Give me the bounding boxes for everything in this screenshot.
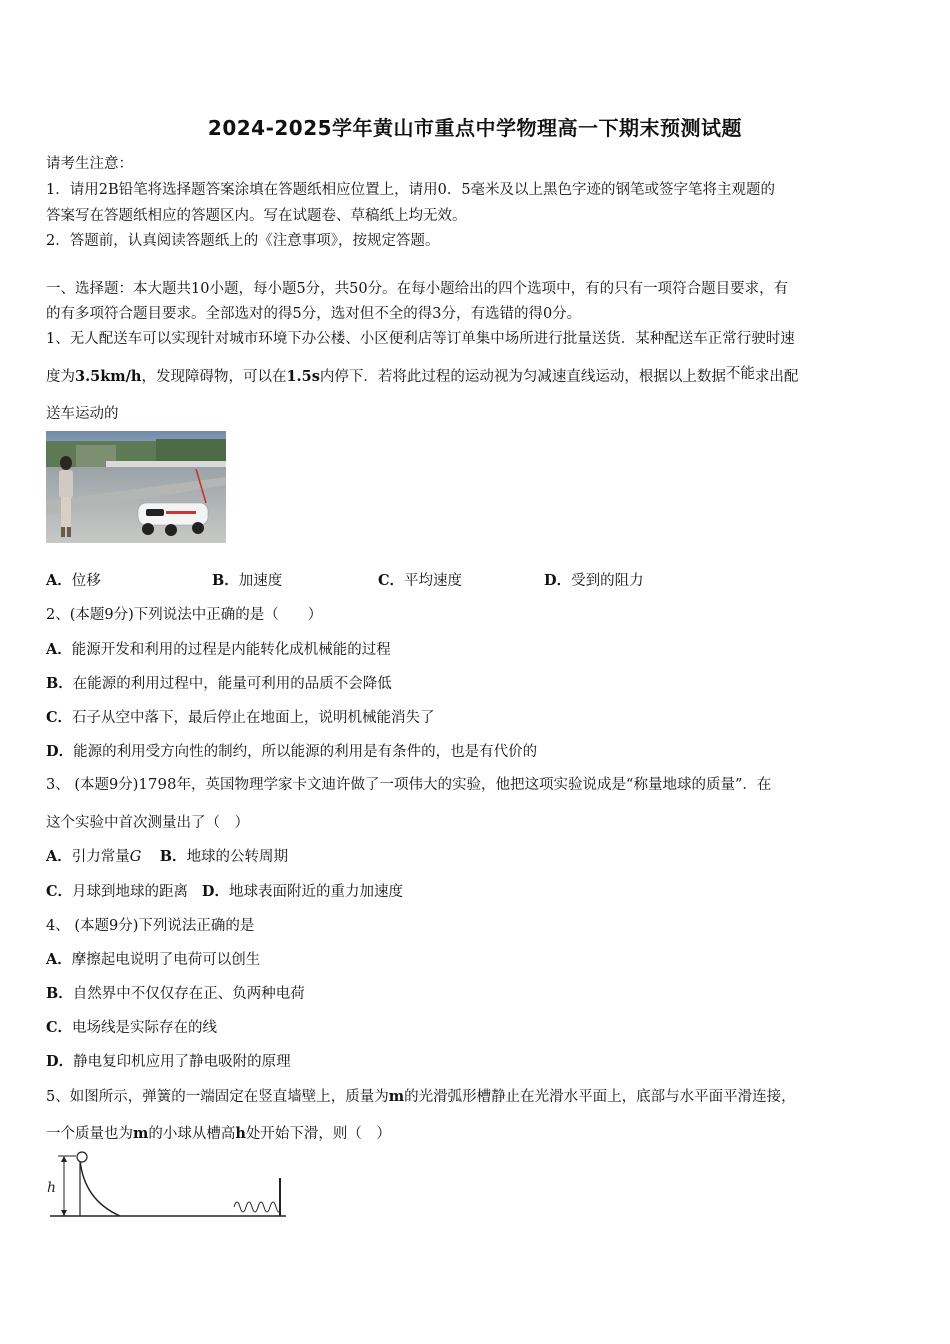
q1-option-b[interactable] bbox=[212, 569, 378, 590]
q3-text: 3、 (本题9分) bbox=[46, 777, 139, 793]
slope-spring-diagram bbox=[44, 1150, 289, 1222]
notice-item-1b: 答案写在答题纸相应的答题区内。写在试题卷、草稿纸上均无效。 bbox=[46, 208, 467, 224]
q1-stem-a: 1、无人配送车可以实现针对城市环境下办公楼、小区便利店等订单集中场所进行批量送货．某种配送车正常行驶时速 bbox=[46, 331, 795, 347]
q1-stem-c: 送车运动的 bbox=[46, 406, 119, 422]
option-text: 受到的阻力 bbox=[571, 573, 644, 589]
option-text: 平均速度 bbox=[404, 573, 463, 589]
option-letter: A． bbox=[46, 641, 72, 658]
q4-stem: 4、 (本题9分)下列说法正确的是 bbox=[46, 918, 255, 934]
q4-option-b[interactable] bbox=[46, 982, 305, 1003]
q5-stem-a bbox=[46, 1085, 796, 1106]
option-text: 电场线是实际存在的线 bbox=[72, 1020, 218, 1036]
option-letter: D． bbox=[201, 883, 229, 900]
arrow-down-icon bbox=[61, 1210, 67, 1216]
q5-stem-b bbox=[46, 1122, 391, 1143]
option-letter: A． bbox=[46, 848, 72, 865]
page-title: 2024-2025学年黄山市重点中学物理高一下期末预测试题 bbox=[207, 116, 743, 140]
q3-text: 年，英国物理学家卡文迪许做了一项伟大的实验，他把这项实验说成是“称量地球的质量”．在 bbox=[176, 777, 772, 793]
q3-options-ab bbox=[46, 845, 288, 866]
q1-option-c[interactable] bbox=[378, 569, 544, 590]
q1-emphasis-not: 不能 bbox=[725, 366, 755, 382]
q2-option-b[interactable] bbox=[46, 672, 392, 693]
option-letter: A． bbox=[46, 951, 72, 968]
q1-text: 度为 bbox=[46, 369, 75, 385]
option-letter: D． bbox=[46, 1053, 74, 1070]
option-letter: C． bbox=[46, 709, 73, 726]
option-letter: C． bbox=[46, 1019, 73, 1036]
option-letter: B． bbox=[46, 985, 73, 1002]
q1-option-d[interactable] bbox=[544, 569, 644, 590]
q2-stem: 2、(本题9分)下列说法中正确的是（ ） bbox=[46, 607, 323, 623]
delivery-robot-photo bbox=[46, 431, 226, 543]
q2-option-d[interactable] bbox=[46, 740, 537, 761]
option-letter: D． bbox=[544, 572, 572, 589]
q1-time: 1.5s bbox=[286, 368, 320, 385]
q4-option-c[interactable] bbox=[46, 1016, 217, 1037]
option-letter: C． bbox=[378, 572, 405, 589]
option-text: 自然界中不仅仅存在正、负两种电荷 bbox=[72, 986, 305, 1002]
q1-speed: 3.5km/h bbox=[75, 368, 142, 385]
q5-mass-symbol: m bbox=[133, 1125, 149, 1142]
q3-options-cd bbox=[46, 880, 403, 901]
q3-stem-a bbox=[46, 773, 771, 794]
notice-item-2: 2．答题前，认真阅读答题纸上的《注意事项》，按规定答题。 bbox=[46, 233, 440, 249]
q2-option-c[interactable] bbox=[46, 706, 435, 727]
option-text: 地球的公转周期 bbox=[186, 849, 289, 865]
q1-options bbox=[46, 569, 644, 590]
q4-option-a[interactable] bbox=[46, 948, 260, 969]
q5-height-symbol: h bbox=[235, 1125, 246, 1142]
q1-text: 求出配 bbox=[754, 369, 799, 385]
notice-heading: 请考生注意： bbox=[46, 156, 133, 172]
q2-option-a[interactable] bbox=[46, 638, 391, 659]
option-text: 摩擦起电说明了电荷可以创生 bbox=[71, 952, 261, 968]
option-text: 在能源的利用过程中，能量可利用的品质不会降低 bbox=[72, 676, 392, 692]
option-text: 地球表面附近的重力加速度 bbox=[228, 884, 403, 900]
option-text: 能源开发和利用的过程是内能转化成机械能的过程 bbox=[71, 642, 391, 658]
symbol-g: G bbox=[129, 849, 142, 865]
option-letter: B． bbox=[159, 848, 187, 865]
option-text: 月球到地球的距离 bbox=[72, 884, 189, 900]
height-label: h bbox=[47, 1180, 57, 1196]
q5-mass-symbol: m bbox=[388, 1088, 405, 1105]
option-text: 加速度 bbox=[238, 573, 283, 589]
q5-text: 5、如图所示，弹簧的一端固定在竖直墙壁上，质量为 bbox=[46, 1089, 389, 1105]
q1-text: ，发现障碍物，可以在 bbox=[141, 369, 287, 385]
option-letter: B． bbox=[212, 572, 239, 589]
q1-text: 内停下．若将此过程的运动视为匀减速直线运动，根据以上数据 bbox=[319, 369, 726, 385]
section-intro-b: 的有多项符合题目要求。全部选对的得5分，选对但不全的得3分，有选错的得0分。 bbox=[46, 306, 582, 322]
spring-icon bbox=[234, 1202, 280, 1212]
q4-option-d[interactable] bbox=[46, 1050, 291, 1071]
ball-icon bbox=[77, 1152, 87, 1162]
option-letter: B． bbox=[46, 675, 73, 692]
option-text: 能源的利用受方向性的制约，所以能源的利用是有条件的，也是有代价的 bbox=[73, 744, 538, 760]
section-intro-a: 一、选择题：本大题共10小题，每小题5分，共50分。在每小题给出的四个选项中，有的只有一项符合题目要求，有 bbox=[46, 281, 789, 297]
q3-option-c[interactable] bbox=[46, 884, 188, 900]
option-letter: A． bbox=[46, 572, 72, 589]
q3-option-b[interactable] bbox=[160, 849, 288, 865]
arrow-up-icon bbox=[61, 1156, 67, 1162]
q3-year: 1798 bbox=[138, 775, 177, 793]
notice-item-1a: 1．请用2B铅笔将选择题答案涂填在答题纸相应位置上，请用0．5毫米及以上黑色字迹的钢笔或签字笔将主观题的 bbox=[46, 182, 776, 198]
option-letter: D． bbox=[46, 743, 74, 760]
q3-option-d[interactable] bbox=[202, 884, 403, 900]
curved-groove bbox=[80, 1160, 120, 1216]
q3-option-a[interactable] bbox=[46, 849, 141, 865]
option-text: 位移 bbox=[71, 573, 101, 589]
q1-stem-b bbox=[46, 365, 798, 386]
q5-text: 一个质量也为 bbox=[46, 1126, 133, 1142]
option-letter: C． bbox=[46, 883, 73, 900]
option-text: 引力常量 bbox=[71, 849, 130, 865]
q5-text: 处开始下滑，则（ ） bbox=[245, 1126, 391, 1142]
q1-option-a[interactable] bbox=[46, 569, 212, 590]
option-text: 静电复印机应用了静电吸附的原理 bbox=[73, 1054, 291, 1070]
option-text: 石子从空中落下，最后停止在地面上，说明机械能消失了 bbox=[72, 710, 435, 726]
q5-text: 的光滑弧形槽静止在光滑水平面上，底部与水平面平滑连接， bbox=[404, 1089, 796, 1105]
q5-text: 的小球从槽高 bbox=[148, 1126, 236, 1142]
q3-stem-b: 这个实验中首次测量出了（ ） bbox=[46, 815, 249, 831]
